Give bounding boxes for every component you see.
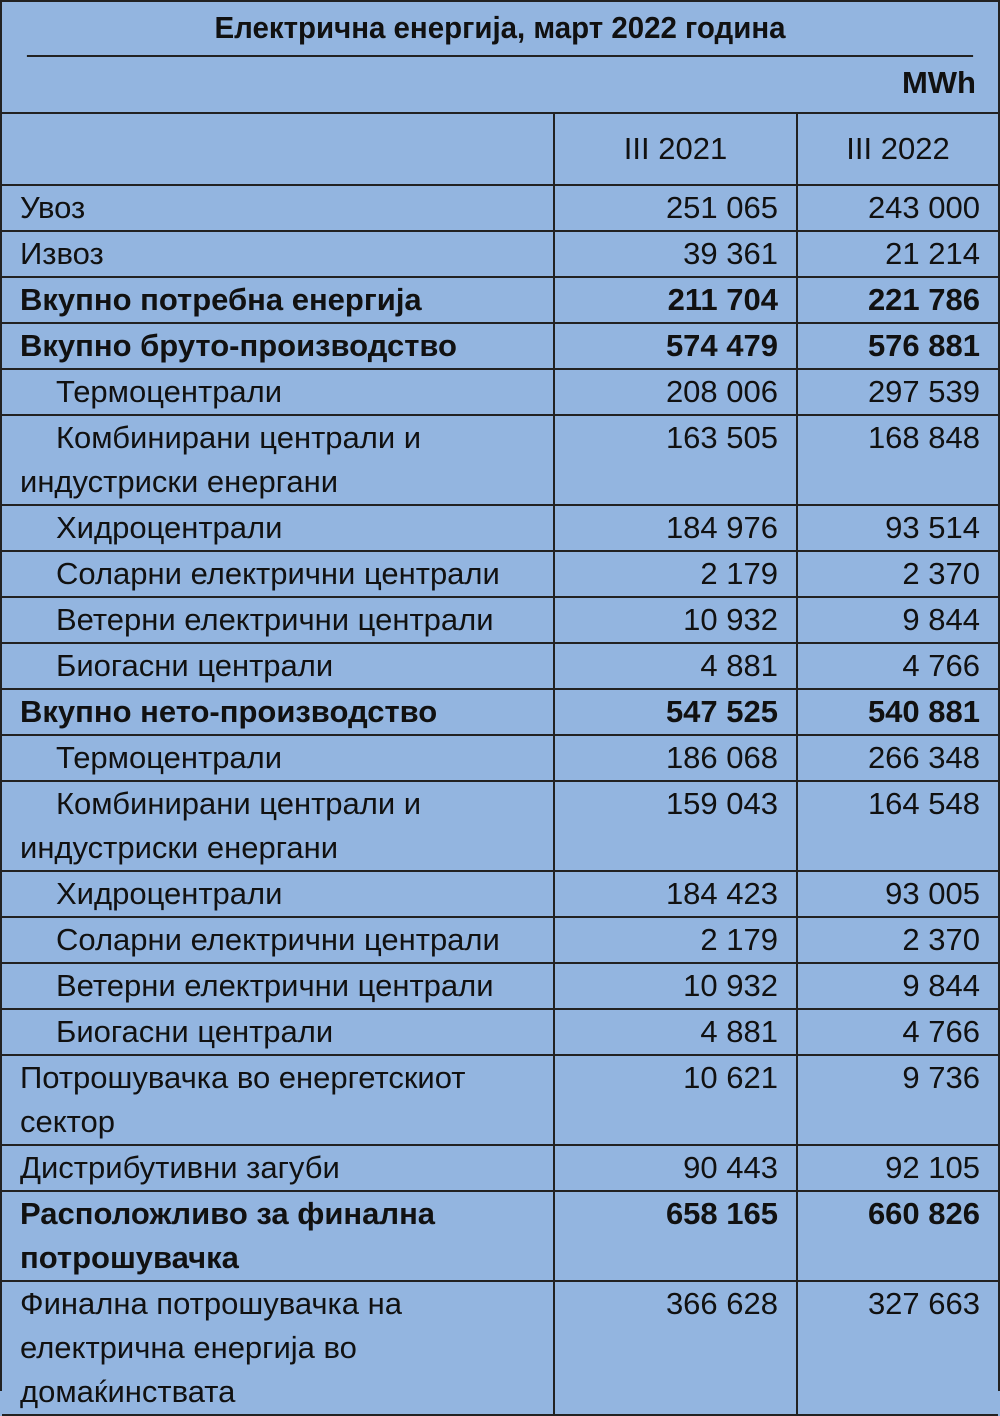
row-label: Хидроцентрали: [2, 505, 554, 551]
value-2022: 9 736: [797, 1055, 998, 1145]
value-2022: 93 005: [797, 871, 998, 917]
table-row: [2, 735, 998, 781]
row-label: Соларни електрични централи: [2, 551, 554, 597]
value-2022: 4 766: [797, 643, 998, 689]
value-2021: 10 932: [554, 597, 797, 643]
value-2021: 2 179: [554, 551, 797, 597]
row-label: Вкупно бруто-производство: [2, 323, 554, 369]
value-2022: 9 844: [797, 963, 998, 1009]
value-2021: 658 165: [554, 1191, 797, 1281]
row-label: Биогасни централи: [2, 1009, 554, 1055]
value-2022: 327 663: [797, 1281, 998, 1415]
value-2021: 366 628: [554, 1281, 797, 1415]
row-label: Комбинирани централи и индустриски енергани: [2, 781, 554, 871]
row-label: Термоцентрали: [2, 735, 554, 781]
table-row: [2, 917, 998, 963]
table-row: [2, 505, 998, 551]
value-2021: 4 881: [554, 643, 797, 689]
row-label: Хидроцентрали: [2, 871, 554, 917]
value-2021: 163 505: [554, 415, 797, 505]
value-2021: 547 525: [554, 689, 797, 735]
table-title: Електрична енергија, март 2022 година: [27, 2, 973, 57]
row-label: Финална потрошувачка на електрична енергија во домаќинствата: [2, 1281, 554, 1415]
value-2022: 9 844: [797, 597, 998, 643]
value-2022: 2 370: [797, 917, 998, 963]
value-2021: 4 881: [554, 1009, 797, 1055]
value-2021: 251 065: [554, 185, 797, 231]
value-2022: 164 548: [797, 781, 998, 871]
value-2021: 574 479: [554, 323, 797, 369]
table-row: [2, 415, 998, 505]
value-2021: 184 976: [554, 505, 797, 551]
value-2021: 159 043: [554, 781, 797, 871]
row-label: Вкупно потребна енергија: [2, 277, 554, 323]
value-2022: 2 370: [797, 551, 998, 597]
value-2021: 186 068: [554, 735, 797, 781]
table-row: [2, 1191, 998, 1281]
row-label: Соларни електрични централи: [2, 917, 554, 963]
value-2022: 92 105: [797, 1145, 998, 1191]
energy-table: [2, 114, 998, 1416]
value-2022: 266 348: [797, 735, 998, 781]
table-row: [2, 551, 998, 597]
column-header-2022: III 2022: [797, 114, 998, 185]
table-row: [2, 597, 998, 643]
table-row: [2, 963, 998, 1009]
value-2022: 576 881: [797, 323, 998, 369]
header-row: [2, 114, 998, 185]
table-row: [2, 323, 998, 369]
value-2022: 660 826: [797, 1191, 998, 1281]
row-label: Потрошувачка во енергетскиот сектор: [2, 1055, 554, 1145]
value-2021: 39 361: [554, 231, 797, 277]
table-row: [2, 231, 998, 277]
value-2022: 221 786: [797, 277, 998, 323]
value-2021: 10 932: [554, 963, 797, 1009]
value-2021: 184 423: [554, 871, 797, 917]
table-row: [2, 369, 998, 415]
unit-label: MWh: [2, 57, 998, 114]
table-row: [2, 1281, 998, 1415]
table-row: [2, 1055, 998, 1145]
value-2021: 90 443: [554, 1145, 797, 1191]
row-label: Ветерни електрични централи: [2, 597, 554, 643]
value-2022: 93 514: [797, 505, 998, 551]
row-label: Ветерни електрични централи: [2, 963, 554, 1009]
value-2022: 243 000: [797, 185, 998, 231]
column-header-2021: III 2021: [554, 114, 797, 185]
value-2022: 168 848: [797, 415, 998, 505]
table-row: [2, 781, 998, 871]
row-label: Термоцентрали: [2, 369, 554, 415]
value-2021: 208 006: [554, 369, 797, 415]
table-row: [2, 185, 998, 231]
row-label: Дистрибутивни загуби: [2, 1145, 554, 1191]
table-row: [2, 689, 998, 735]
table-row: [2, 1145, 998, 1191]
value-2021: 2 179: [554, 917, 797, 963]
row-label: Извоз: [2, 231, 554, 277]
value-2022: 540 881: [797, 689, 998, 735]
row-label: Увоз: [2, 185, 554, 231]
value-2021: 10 621: [554, 1055, 797, 1145]
row-label: Комбинирани централи и индустриски енергани: [2, 415, 554, 505]
row-label: Биогасни централи: [2, 643, 554, 689]
table-row: [2, 643, 998, 689]
row-label: Вкупно нето-производство: [2, 689, 554, 735]
table-row: [2, 1009, 998, 1055]
row-label: Расположливо за финална потрошувачка: [2, 1191, 554, 1281]
value-2022: 4 766: [797, 1009, 998, 1055]
value-2022: 297 539: [797, 369, 998, 415]
value-2021: 211 704: [554, 277, 797, 323]
header-empty-cell: [2, 114, 554, 185]
table-row: [2, 277, 998, 323]
table-row: [2, 871, 998, 917]
value-2022: 21 214: [797, 231, 998, 277]
